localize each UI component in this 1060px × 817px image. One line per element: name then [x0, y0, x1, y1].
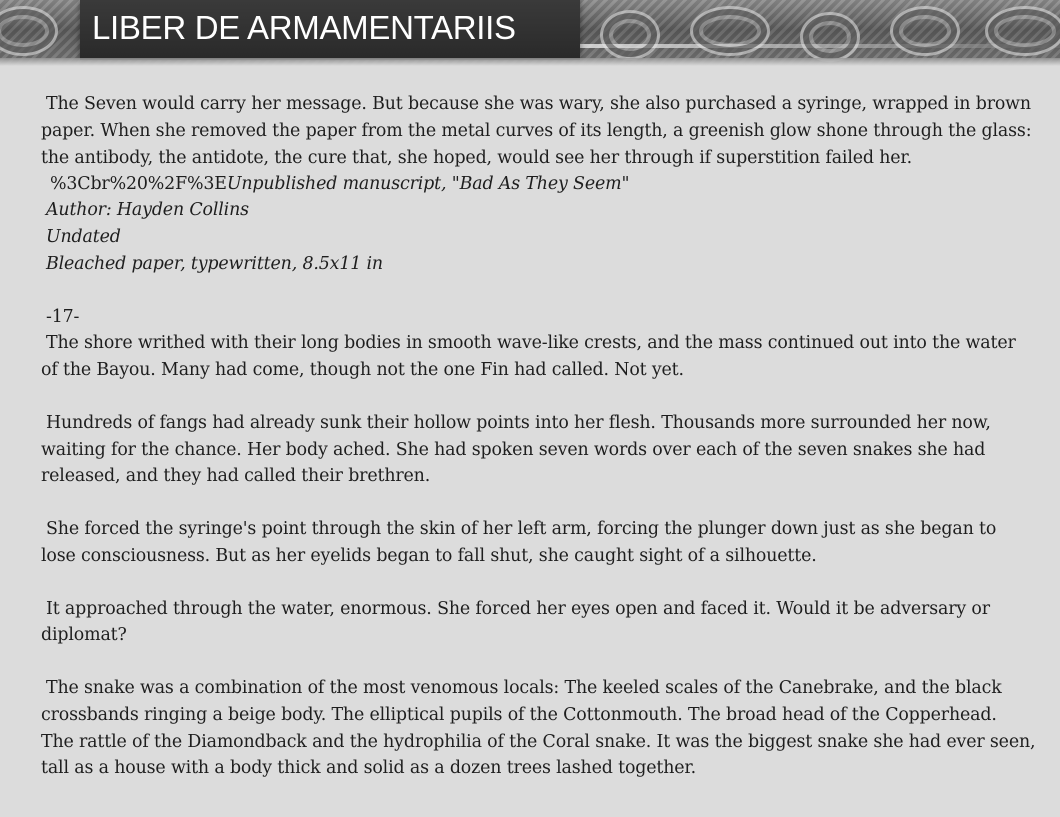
- encoded-break-text: %3Cbr%20%2F%3E: [50, 174, 227, 194]
- page-title: LIBER DE ARMAMENTARIIS: [92, 9, 516, 46]
- paragraph-line: crossbands ringing a beige body. The elliptical pupils of the Cottonmouth. The broad head of the Copperhead.: [41, 705, 997, 725]
- citation-date: Undated: [46, 227, 121, 247]
- paragraph-line: Hundreds of fangs had already sunk their hollow points into her flesh. Thousands more surrounded her now,: [46, 413, 991, 433]
- intro-line: The Seven would carry her message. But because she was wary, she also purchased a syringe, wrapped in brown: [46, 94, 1031, 114]
- scroll-ornament-icon: [800, 12, 860, 62]
- header-shadow: [0, 58, 1060, 66]
- scroll-ornament-icon: [0, 6, 58, 56]
- paragraph-line: The shore writhed with their long bodies in smooth wave-like crests, and the mass continued out into the water: [46, 333, 1016, 353]
- citation-source-text: Unpublished manuscript, "Bad As They Seem": [226, 174, 630, 194]
- page-number: -17-: [46, 307, 80, 327]
- paragraph-line: lose consciousness. But as her eyelids began to fall shut, she caught sight of a silhouette.: [41, 546, 817, 566]
- ornate-header: [0, 0, 1060, 66]
- scroll-ornament-icon: [985, 6, 1060, 56]
- citation-medium: Bleached paper, typewritten, 8.5x11 in: [46, 254, 383, 274]
- paragraph-line: She forced the syringe's point through the skin of her left arm, forcing the plunger down just as she began to: [46, 519, 997, 539]
- scroll-ornament-icon: [890, 6, 960, 56]
- paragraph-line: The rattle of the Diamondback and the hydrophilia of the Coral snake. It was the biggest snake she had ever seen,: [41, 732, 1036, 752]
- scroll-ornament-icon: [690, 6, 770, 56]
- intro-line: the antibody, the antidote, the cure that, she hoped, would see her through if superstition failed her.: [41, 148, 913, 168]
- paragraph-line: It approached through the water, enormous. She forced her eyes open and faced it. Would it be adversary or: [46, 599, 990, 619]
- paragraph-line: tall as a house with a body thick and solid as a dozen trees lashed together.: [41, 758, 697, 778]
- intro-line: paper. When she removed the paper from the metal curves of its length, a greenish glow shone through the glass:: [41, 121, 1032, 141]
- paragraph-line: waiting for the chance. Her body ached. She had spoken seven words over each of the seven snakes she had: [41, 440, 986, 460]
- scroll-ornament-icon: [600, 10, 660, 60]
- paragraph-line: The snake was a combination of the most venomous locals: The keeled scales of the Canebrake, and the black: [46, 678, 1002, 698]
- citation-source: [50, 171, 629, 197]
- paragraph-line: diplomat?: [41, 625, 127, 645]
- citation-author: Author: Hayden Collins: [46, 200, 249, 220]
- paragraph-line: released, and they had called their brethren.: [41, 466, 431, 486]
- paragraph-line: of the Bayou. Many had come, though not the one Fin had called. Not yet.: [41, 360, 684, 380]
